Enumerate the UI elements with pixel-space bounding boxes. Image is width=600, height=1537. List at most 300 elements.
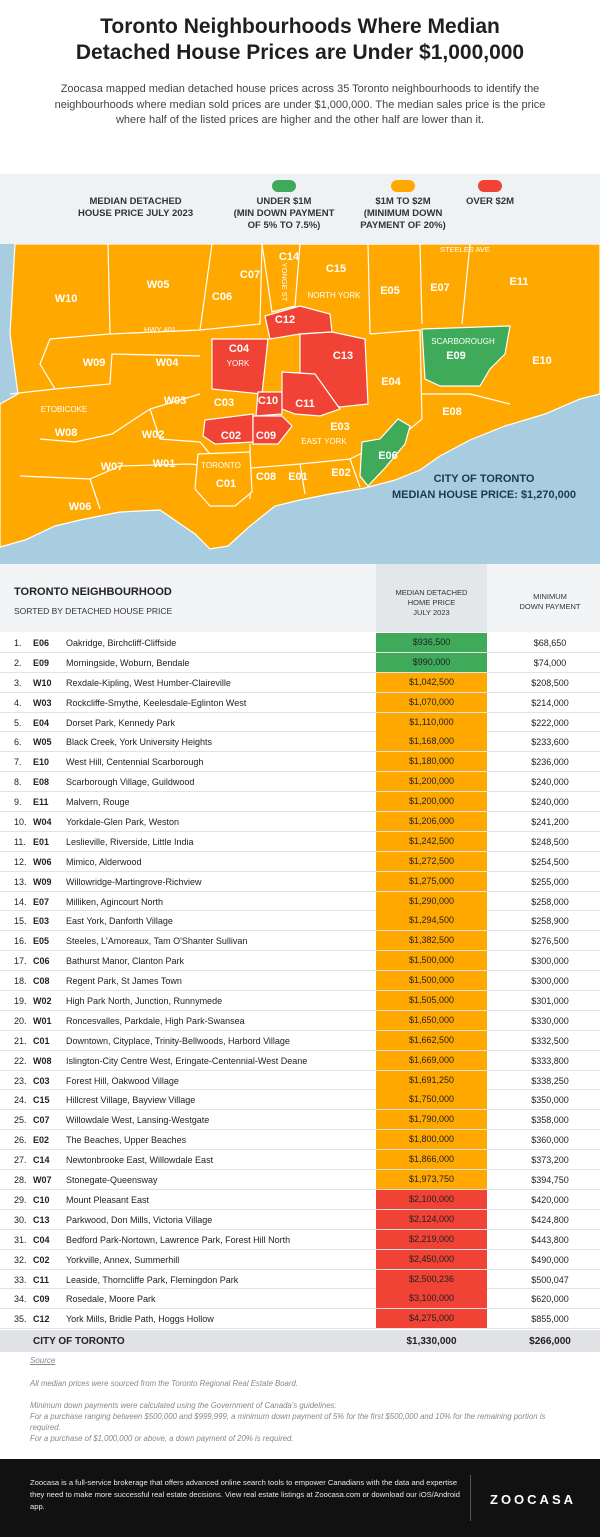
row-number: 9. xyxy=(14,797,22,808)
row-down-payment: $236,000 xyxy=(531,757,569,768)
row-down-payment: $255,000 xyxy=(531,876,569,887)
label-e02: E02 xyxy=(331,467,351,479)
row-price: $1,500,000 xyxy=(376,971,487,990)
row-number: 1. xyxy=(14,638,22,648)
place-scarborough: SCARBOROUGH xyxy=(431,337,495,346)
legend-title-line-1: MEDIAN DETACHED xyxy=(89,196,182,207)
label-c01: C01 xyxy=(215,478,237,490)
map-svg xyxy=(0,244,600,564)
row-code: W02 xyxy=(33,996,52,1007)
row-price: $2,100,000 xyxy=(376,1190,487,1209)
legend-orange-line-2: (MINIMUM DOWN xyxy=(363,208,443,219)
label-e09: E09 xyxy=(446,350,466,362)
row-down-payment: $68,650 xyxy=(533,638,567,648)
row-price: $1,750,000 xyxy=(376,1090,487,1109)
row-down-payment: $241,200 xyxy=(531,817,569,828)
source-link[interactable]: Source xyxy=(30,1356,56,1365)
row-number: 14. xyxy=(14,896,27,907)
row-down-payment: $240,000 xyxy=(531,797,569,808)
row-neighbourhood: Forest Hill, Oakwood Village xyxy=(66,1075,179,1086)
legend-green xyxy=(225,196,343,232)
row-code: W01 xyxy=(33,1015,52,1026)
row-number: 8. xyxy=(14,777,22,788)
note-source: All median prices were sourced from the Toronto Regional Real Estate Board. xyxy=(30,1379,298,1388)
label-w10: W10 xyxy=(54,293,78,305)
label-c03: C03 xyxy=(213,397,235,409)
row-price: $1,110,000 xyxy=(376,713,487,732)
row-number: 4. xyxy=(14,697,22,708)
row-neighbourhood: York Mills, Bridle Path, Hoggs Hollow xyxy=(66,1314,214,1325)
row-number: 17. xyxy=(14,956,27,967)
label-c12: C12 xyxy=(274,314,296,326)
footer xyxy=(0,1459,600,1537)
table-row xyxy=(0,1150,600,1170)
label-c15: C15 xyxy=(325,263,347,275)
row-number: 35. xyxy=(14,1314,27,1325)
row-neighbourhood: Leslieville, Riverside, Little India xyxy=(66,836,194,847)
row-code: C08 xyxy=(33,976,50,987)
row-down-payment: $350,000 xyxy=(531,1095,569,1106)
row-price: $1,070,000 xyxy=(376,693,487,712)
label-w03: W03 xyxy=(163,395,187,407)
col-down-header xyxy=(500,592,600,612)
table-row xyxy=(0,772,600,792)
table-row xyxy=(0,732,600,752)
row-number: 22. xyxy=(14,1055,27,1066)
row-number: 28. xyxy=(14,1175,27,1186)
row-neighbourhood: Rexdale-Kipling, West Humber-Claireville xyxy=(66,677,231,688)
row-neighbourhood: Leaside, Thorncliffe Park, Flemingdon Park xyxy=(66,1274,239,1285)
red-swatch xyxy=(478,180,502,192)
row-down-payment: $254,500 xyxy=(531,856,569,867)
row-down-payment: $300,000 xyxy=(531,956,569,967)
table-row xyxy=(0,1110,600,1130)
label-e01: E01 xyxy=(288,471,308,483)
row-code: C14 xyxy=(33,1155,50,1166)
row-price: $990,000 xyxy=(376,653,487,672)
row-down-payment: $373,200 xyxy=(531,1155,569,1166)
row-down-payment: $420,000 xyxy=(531,1194,569,1205)
col-down-header-line-1: MINIMUM xyxy=(533,592,567,601)
row-number: 32. xyxy=(14,1254,27,1265)
row-down-payment: $620,000 xyxy=(531,1294,569,1305)
table-row xyxy=(0,1309,600,1329)
table-header xyxy=(0,564,600,632)
label-c08: C08 xyxy=(255,471,277,483)
row-neighbourhood: Willowdale West, Lansing-Westgate xyxy=(66,1115,210,1126)
label-c14: C14 xyxy=(278,251,300,263)
label-w01: W01 xyxy=(152,458,176,470)
row-code: W05 xyxy=(33,737,52,748)
row-price: $2,219,000 xyxy=(376,1230,487,1249)
row-price: $1,669,000 xyxy=(376,1051,487,1070)
row-number: 15. xyxy=(14,916,27,927)
row-down-payment: $394,750 xyxy=(531,1175,569,1186)
label-c09: C09 xyxy=(255,430,277,442)
row-neighbourhood: Milliken, Agincourt North xyxy=(66,896,164,907)
row-number: 30. xyxy=(14,1214,27,1225)
table-row xyxy=(0,892,600,912)
row-neighbourhood: Newtonbrooke East, Willowdale East xyxy=(66,1155,214,1166)
legend-green-line-1: UNDER $1M xyxy=(256,196,312,207)
row-code: E06 xyxy=(33,638,50,648)
row-neighbourhood: Hillcrest Village, Bayview Village xyxy=(66,1095,196,1106)
legend-red-line-1: OVER $2M xyxy=(465,196,515,207)
row-code: C02 xyxy=(33,1254,50,1265)
total-price: $1,330,000 xyxy=(406,1336,457,1347)
label-w05: W05 xyxy=(146,279,170,291)
orange-swatch xyxy=(391,180,415,192)
row-price: $1,168,000 xyxy=(376,732,487,751)
row-number: 13. xyxy=(14,876,27,887)
label-c13: C13 xyxy=(332,350,354,362)
row-price: $1,500,000 xyxy=(376,951,487,970)
label-c02: C02 xyxy=(220,430,242,442)
label-w08: W08 xyxy=(54,427,78,439)
row-price: $1,272,500 xyxy=(376,852,487,871)
row-code: C01 xyxy=(33,1035,50,1046)
table-row xyxy=(0,872,600,892)
place-east-york: EAST YORK xyxy=(301,437,347,446)
table-row xyxy=(0,633,600,653)
label-e06: E06 xyxy=(378,450,398,462)
row-code: W07 xyxy=(33,1175,52,1186)
row-neighbourhood: Bathurst Manor, Clanton Park xyxy=(66,956,185,967)
note-guidelines: Minimum down payments were calculated using the Government of Canada's guidelines: xyxy=(30,1401,337,1410)
col-price-header-line-2: HOME PRICE xyxy=(407,598,456,607)
row-number: 19. xyxy=(14,996,27,1007)
table-row xyxy=(0,1170,600,1190)
row-price: $936,500 xyxy=(376,633,487,652)
label-c11: C11 xyxy=(295,398,315,410)
label-w06: W06 xyxy=(68,501,92,513)
row-code: E05 xyxy=(33,936,50,947)
row-down-payment: $424,800 xyxy=(531,1214,569,1225)
table-row xyxy=(0,1250,600,1270)
row-number: 25. xyxy=(14,1115,27,1126)
row-neighbourhood: Yorkdale-Glen Park, Weston xyxy=(66,817,180,828)
row-price: $1,650,000 xyxy=(376,1011,487,1030)
row-number: 21. xyxy=(14,1035,27,1046)
row-neighbourhood: Scarborough Village, Guildwood xyxy=(66,777,195,788)
col-down-header-line-2: DOWN PAYMENT xyxy=(519,602,581,611)
table-row xyxy=(0,971,600,991)
label-w02: W02 xyxy=(141,429,165,441)
table-row xyxy=(0,911,600,931)
row-code: W10 xyxy=(33,677,52,688)
toronto-map xyxy=(0,244,600,564)
row-down-payment: $222,000 xyxy=(531,717,569,728)
label-e11: E11 xyxy=(509,276,529,288)
row-code: W03 xyxy=(33,697,52,708)
label-w04: W04 xyxy=(155,357,179,369)
total-down: $266,000 xyxy=(529,1336,571,1347)
row-neighbourhood: High Park North, Junction, Runnymede xyxy=(66,996,223,1007)
table-row xyxy=(0,713,600,733)
row-down-payment: $300,000 xyxy=(531,976,569,987)
row-neighbourhood: Rosedale, Moore Park xyxy=(66,1294,156,1305)
row-price: $1,973,750 xyxy=(376,1170,487,1189)
row-down-payment: $338,250 xyxy=(531,1075,569,1086)
place-north-york: NORTH YORK xyxy=(307,291,361,300)
row-code: E03 xyxy=(33,916,50,927)
row-code: E10 xyxy=(33,757,50,768)
place-york: YORK xyxy=(226,359,250,368)
label-c04: C04 xyxy=(228,343,250,355)
note-over-1m: For a purchase of $1,000,000 or above, a down payment of 20% is required. xyxy=(30,1434,294,1443)
legend-red xyxy=(450,196,530,208)
table-row xyxy=(0,852,600,872)
row-price: $1,691,250 xyxy=(376,1071,487,1090)
row-down-payment: $258,900 xyxy=(531,916,569,927)
table-row xyxy=(0,1031,600,1051)
row-code: E08 xyxy=(33,777,50,788)
label-c10: C10 xyxy=(257,395,279,407)
row-number: 5. xyxy=(14,717,22,728)
col-price-header-line-3: JULY 2023 xyxy=(413,608,450,617)
intro-text: Zoocasa mapped median detached house prices across 35 Toronto neighbourhoods to identify the neighbourhoods where median sold prices are under $1,000,000. The median sales price is the price where half of the listed prices are higher and the other half are lower than it. xyxy=(54,83,546,126)
row-number: 7. xyxy=(14,757,22,768)
table-row xyxy=(0,1051,600,1071)
row-down-payment: $360,000 xyxy=(531,1135,569,1146)
row-price: $1,242,500 xyxy=(376,832,487,851)
green-swatch xyxy=(272,180,296,192)
row-neighbourhood: Bedford Park-Nortown, Lawrence Park, Forest Hill North xyxy=(66,1234,291,1245)
row-price: $4,275,000 xyxy=(376,1309,487,1328)
row-number: 24. xyxy=(14,1095,27,1106)
row-down-payment: $333,800 xyxy=(531,1055,569,1066)
table-row xyxy=(0,792,600,812)
row-price: $1,790,000 xyxy=(376,1110,487,1129)
row-code: W04 xyxy=(33,817,52,828)
row-price: $1,290,000 xyxy=(376,892,487,911)
row-down-payment: $214,000 xyxy=(531,697,569,708)
note-under-1m: For a purchase ranging between $500,000 and $999,999, a minimum down payment of 5% for the first $500,000 and 10% for the remaining portion is required. xyxy=(30,1412,546,1432)
row-number: 34. xyxy=(14,1294,27,1305)
row-price: $2,450,000 xyxy=(376,1250,487,1269)
row-neighbourhood: Yorkville, Annex, Summerhill xyxy=(66,1254,180,1265)
row-code: E02 xyxy=(33,1135,50,1146)
row-price: $1,200,000 xyxy=(376,792,487,811)
table-row xyxy=(0,832,600,852)
row-number: 27. xyxy=(14,1155,27,1166)
row-neighbourhood: Mount Pleasant East xyxy=(66,1194,150,1205)
footer-divider xyxy=(470,1475,471,1521)
row-price: $1,206,000 xyxy=(376,812,487,831)
page-title xyxy=(0,0,600,66)
row-code: C04 xyxy=(33,1234,50,1245)
row-price: $1,505,000 xyxy=(376,991,487,1010)
row-neighbourhood: Malvern, Rouge xyxy=(66,797,130,808)
row-price: $1,180,000 xyxy=(376,752,487,771)
row-price: $2,124,000 xyxy=(376,1210,487,1229)
label-e08: E08 xyxy=(442,406,462,418)
row-number: 6. xyxy=(14,737,22,748)
row-down-payment: $240,000 xyxy=(531,777,569,788)
row-neighbourhood: Stonegate-Queensway xyxy=(66,1175,158,1186)
table-row xyxy=(0,673,600,693)
table-row xyxy=(0,991,600,1011)
row-number: 16. xyxy=(14,936,27,947)
label-c07: C07 xyxy=(239,269,261,281)
row-neighbourhood: Black Creek, York University Heights xyxy=(66,737,213,748)
row-down-payment: $358,000 xyxy=(531,1115,569,1126)
row-neighbourhood: Islington-City Centre West, Eringate-Centennial-West Deane xyxy=(66,1055,308,1066)
table-row xyxy=(0,1230,600,1250)
legend-orange xyxy=(348,196,458,232)
neighbourhood-table-body xyxy=(0,633,600,1329)
legend-title-line-2: HOUSE PRICE JULY 2023 xyxy=(78,208,194,219)
label-e10: E10 xyxy=(532,355,552,367)
legend-orange-line-1: $1M TO $2M xyxy=(375,196,431,207)
footer-text: Zoocasa is a full-service brokerage that offers advanced online search tools to empower Canadians with the data and expertise they need to make more successful real estate decisions. View real estate listings at Zoocasa.com or download our iOS/Android app. xyxy=(30,1478,460,1511)
page-header xyxy=(0,0,600,129)
table-row xyxy=(0,752,600,772)
row-number: 33. xyxy=(14,1274,27,1285)
table-row xyxy=(0,1270,600,1290)
row-number: 29. xyxy=(14,1194,27,1205)
row-code: W08 xyxy=(33,1055,52,1066)
row-number: 26. xyxy=(14,1135,27,1146)
row-price: $1,662,500 xyxy=(376,1031,487,1050)
total-label: CITY OF TORONTO xyxy=(33,1336,125,1347)
row-price: $1,294,500 xyxy=(376,911,487,930)
row-number: 20. xyxy=(14,1015,27,1026)
row-down-payment: $443,800 xyxy=(531,1234,569,1245)
table-row xyxy=(0,1090,600,1110)
row-number: 10. xyxy=(14,817,27,828)
legend-title xyxy=(78,196,193,220)
row-price: $2,500,236 xyxy=(376,1270,487,1289)
table-row xyxy=(0,693,600,713)
row-neighbourhood: Oakridge, Birchcliff-Cliffside xyxy=(66,638,177,648)
city-median-line-2: MEDIAN HOUSE PRICE: $1,270,000 xyxy=(391,489,577,501)
zoocasa-logo: ZOOCASA xyxy=(490,1492,576,1507)
row-code: E04 xyxy=(33,717,50,728)
row-down-payment: $330,000 xyxy=(531,1015,569,1026)
table-row xyxy=(0,653,600,673)
row-price: $1,866,000 xyxy=(376,1150,487,1169)
table-row xyxy=(0,1289,600,1309)
label-c06: C06 xyxy=(211,291,233,303)
col-price-header xyxy=(376,588,487,618)
table-row xyxy=(0,1190,600,1210)
row-neighbourhood: Willowridge-Martingrove-Richview xyxy=(66,876,202,887)
legend-green-line-2: (MIN DOWN PAYMENT xyxy=(233,208,335,219)
row-number: 31. xyxy=(14,1234,27,1245)
row-neighbourhood: West Hill, Centennial Scarborough xyxy=(66,757,204,768)
row-down-payment: $276,500 xyxy=(531,936,569,947)
place-toronto: TORONTO xyxy=(201,461,241,470)
row-neighbourhood: Downtown, Cityplace, Trinity-Bellwoods, Harbord Village xyxy=(66,1035,290,1046)
row-neighbourhood: Morningside, Woburn, Bendale xyxy=(66,657,190,668)
row-down-payment: $248,500 xyxy=(531,836,569,847)
row-neighbourhood: The Beaches, Upper Beaches xyxy=(66,1135,187,1146)
place-hwy: HWY 401 xyxy=(144,325,176,334)
map-legend xyxy=(0,174,600,244)
row-code: C09 xyxy=(33,1294,50,1305)
row-code: C13 xyxy=(33,1214,50,1225)
row-number: 2. xyxy=(14,657,22,668)
row-neighbourhood: Regent Park, St James Town xyxy=(66,976,182,987)
row-code: C10 xyxy=(33,1194,50,1205)
label-e05: E05 xyxy=(380,285,400,297)
label-e03: E03 xyxy=(330,421,350,433)
row-down-payment: $301,000 xyxy=(531,996,569,1007)
total-row xyxy=(0,1330,600,1352)
row-code: E11 xyxy=(33,797,49,808)
row-down-payment: $233,600 xyxy=(531,737,569,748)
row-neighbourhood: Roncesvalles, Parkdale, High Park-Swansea xyxy=(66,1015,245,1026)
title-line-1: Toronto Neighbourhoods Where Median xyxy=(100,15,500,38)
row-code: C12 xyxy=(33,1314,50,1325)
label-w07: W07 xyxy=(100,461,124,473)
row-code: W06 xyxy=(33,856,52,867)
row-code: E09 xyxy=(33,657,50,668)
row-down-payment: $74,000 xyxy=(533,657,567,668)
row-number: 11. xyxy=(14,836,26,847)
row-price: $1,275,000 xyxy=(376,872,487,891)
row-code: C11 xyxy=(33,1274,50,1285)
label-e07: E07 xyxy=(430,282,450,294)
row-number: 12. xyxy=(14,856,27,867)
row-neighbourhood: Dorset Park, Kennedy Park xyxy=(66,717,176,728)
row-code: C06 xyxy=(33,956,50,967)
row-number: 18. xyxy=(14,976,27,987)
row-code: W09 xyxy=(33,876,52,887)
row-code: C03 xyxy=(33,1075,50,1086)
row-down-payment: $500,047 xyxy=(531,1274,569,1285)
place-etobicoke: ETOBICOKE xyxy=(40,405,88,414)
label-w09: W09 xyxy=(82,357,106,369)
table-row xyxy=(0,951,600,971)
col-neighbourhood-subheader: SORTED BY DETACHED HOUSE PRICE xyxy=(14,606,173,616)
row-down-payment: $855,000 xyxy=(531,1314,569,1325)
row-neighbourhood: East York, Danforth Village xyxy=(66,916,173,927)
row-down-payment: $208,500 xyxy=(531,677,569,688)
legend-orange-line-3: PAYMENT OF 20%) xyxy=(360,220,446,231)
row-price: $3,100,000 xyxy=(376,1289,487,1308)
row-neighbourhood: Rockcliffe-Smythe, Keelesdale-Eglinton West xyxy=(66,697,247,708)
city-median-line-1: CITY OF TORONTO xyxy=(433,473,535,485)
table-row xyxy=(0,1071,600,1091)
row-neighbourhood: Mimico, Alderwood xyxy=(66,856,142,867)
row-down-payment: $332,500 xyxy=(531,1035,569,1046)
row-number: 3. xyxy=(14,677,22,688)
row-neighbourhood: Parkwood, Don Mills, Victoria Village xyxy=(66,1214,213,1225)
table-row xyxy=(0,931,600,951)
row-price: $1,382,500 xyxy=(376,931,487,950)
row-down-payment: $490,000 xyxy=(531,1254,569,1265)
row-code: C07 xyxy=(33,1115,50,1126)
row-code: E07 xyxy=(33,896,50,907)
table-row xyxy=(0,1011,600,1031)
col-price-header-line-1: MEDIAN DETACHED xyxy=(395,588,468,597)
row-neighbourhood: Steeles, L'Amoreaux, Tam O'Shanter Sullivan xyxy=(66,936,248,947)
title-line-2: Detached House Prices are Under $1,000,000 xyxy=(75,41,525,64)
table-row xyxy=(0,812,600,832)
row-price: $1,800,000 xyxy=(376,1130,487,1149)
label-e04: E04 xyxy=(381,376,401,388)
legend-green-line-3: OF 5% TO 7.5%) xyxy=(247,220,321,231)
place-steeles: STEELES AVE xyxy=(440,245,490,254)
row-price: $1,200,000 xyxy=(376,772,487,791)
row-code: E01 xyxy=(33,836,50,847)
row-code: C15 xyxy=(33,1095,50,1106)
col-neighbourhood-header: TORONTO NEIGHBOURHOOD xyxy=(14,586,172,598)
row-down-payment: $258,000 xyxy=(531,896,569,907)
place-yonge: YONGE ST xyxy=(280,262,289,302)
